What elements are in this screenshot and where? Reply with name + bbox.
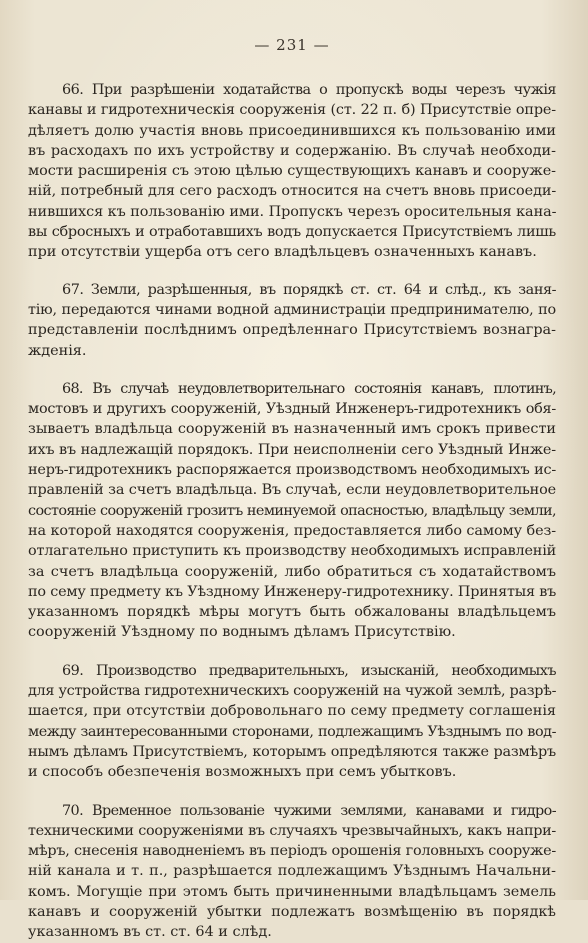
paragraph-line: вы сбросныхъ и отработавшихъ водъ допускается Присутствіемъ лишь [28, 224, 556, 241]
paragraph-line: указанномъ въ ст. ст. 64 и слѣд. [28, 924, 272, 941]
paragraph-line: дѣляетъ долю участія вновь присоединившихся къ пользованію ими [28, 122, 556, 139]
paragraph-line: нымъ дѣламъ Присутствіемъ, которымъ опредѣляются также размѣръ [28, 743, 556, 760]
paragraph-line: и способъ обезпеченія возможныхъ при семъ убытковъ. [28, 764, 457, 781]
paragraph-line: указанномъ порядкѣ мѣры могутъ быть обжалованы владѣльцемъ [28, 604, 556, 621]
paragraph-line: комъ. Могущіе при этомъ быть причиненными владѣльцамъ земель [28, 883, 556, 900]
paragraph-line: при отсутствіи ущерба отъ сего владѣльцевъ означенныхъ канавъ. [28, 244, 537, 261]
page-number: — 231 — [254, 36, 330, 54]
paragraph-line: 67. Земли, разрѣшенныя, въ порядкѣ ст. ст. 64 и слѣд., къ заня- [62, 281, 556, 298]
paragraph-line: зываетъ владѣльца сооруженій въ назначенный имъ срокъ привести [28, 421, 556, 438]
paragraph-line: шается, при отсутствіи добровольнаго по сему предмету соглашенія [28, 703, 556, 720]
paragraph-line: ній канала и т. п., разрѣшается подлежащимъ Уѣзднымъ Начальни- [28, 863, 556, 880]
paragraph-line: канавы и гидротехническія сооруженія (ст. 22 п. б) Присутствіе опре- [28, 102, 556, 119]
paragraph-line: въ расходахъ по ихъ устройству и содержанію. Въ случаѣ необходи- [28, 142, 556, 159]
paragraph-69 [28, 661, 556, 783]
paragraph-line: мѣръ, снесенія наводненіемъ въ періодъ орошенія головныхъ сооруже- [28, 843, 556, 860]
paragraph-line: состояніе сооруженій грозитъ неминуемой опасностью, владѣльцу земли, [28, 502, 556, 519]
paragraph-line: за счетъ владѣльца сооруженій, либо обратиться съ ходатайствомъ [28, 563, 556, 580]
paragraph-line: тію, передаются чинами водной администраціи предпринимателю, по [28, 301, 556, 318]
paragraph-line: мости расширенія съ этою цѣлью существующихъ канавъ и сооруже- [28, 163, 556, 180]
paragraph-line: по сему предмету къ Уѣздному Инженеру-гидротехнику. Принятыя въ [28, 583, 557, 600]
paragraph-line: представленіи послѣднимъ опредѣленнаго Присутствіемъ вознагра- [28, 322, 556, 339]
paragraph-line: ній, потребный для сего расходъ относится на счетъ вновь присоеди- [28, 183, 557, 200]
paragraph-line: канавъ и сооруженій убытки подлежатъ возмѣщенію въ порядкѣ [28, 903, 556, 920]
paragraph-line: между заинтересованными сторонами, подлежащимъ Уѣзднымъ по вод- [28, 723, 556, 740]
paragraph-line: 69. Производство предварительныхъ, изысканій, необходимыхъ [62, 662, 556, 679]
paragraph-line: неръ-гидротехникъ распоряжается производствомъ необходимыхъ ис- [28, 462, 556, 479]
paragraph-66 [28, 80, 556, 263]
paragraph-68 [28, 379, 556, 643]
paragraph-line: для устройства гидротехническихъ сооруженій на чужой землѣ, разрѣ- [28, 683, 557, 700]
paragraph-70 [28, 801, 556, 943]
paragraph-line: 68. Въ случаѣ неудовлетворительнаго состоянія канавъ, плотинъ, [62, 380, 556, 397]
paragraph-line: 70. Временное пользованіе чужими землями, канавами и гидро- [62, 802, 556, 819]
paragraph-line: сооруженій Уѣздному по воднымъ дѣламъ Присутствію. [28, 624, 456, 641]
paragraph-line: 66. При разрѣшеніи ходатайства о пропускѣ воды черезъ чужія [62, 82, 556, 98]
paragraph-line: отлагательно приступить къ производству необходимыхъ исправленій [28, 543, 556, 560]
paragraph-line: мостовъ и другихъ сооруженій, Уѣздный Инженеръ-гидротехникъ обя- [28, 401, 556, 418]
paragraph-line: техническими сооруженіями въ случаяхъ чрезвычайныхъ, какъ напри- [28, 822, 556, 839]
paragraph-line: нившихся къ пользованію ими. Пропускъ черезъ оросительныя кана- [28, 203, 557, 220]
paragraph-line: ихъ въ надлежащій порядокъ. При неисполненіи сего Уѣздный Инже- [28, 441, 556, 458]
paragraph-line: жденія. [28, 342, 87, 359]
paragraph-line: правленій за счетъ владѣльца. Въ случаѣ, если неудовлетворительное [28, 482, 556, 499]
paragraph-line: на которой находятся сооруженія, предоставляется либо самому без- [28, 522, 556, 539]
paragraph-67 [28, 280, 556, 361]
